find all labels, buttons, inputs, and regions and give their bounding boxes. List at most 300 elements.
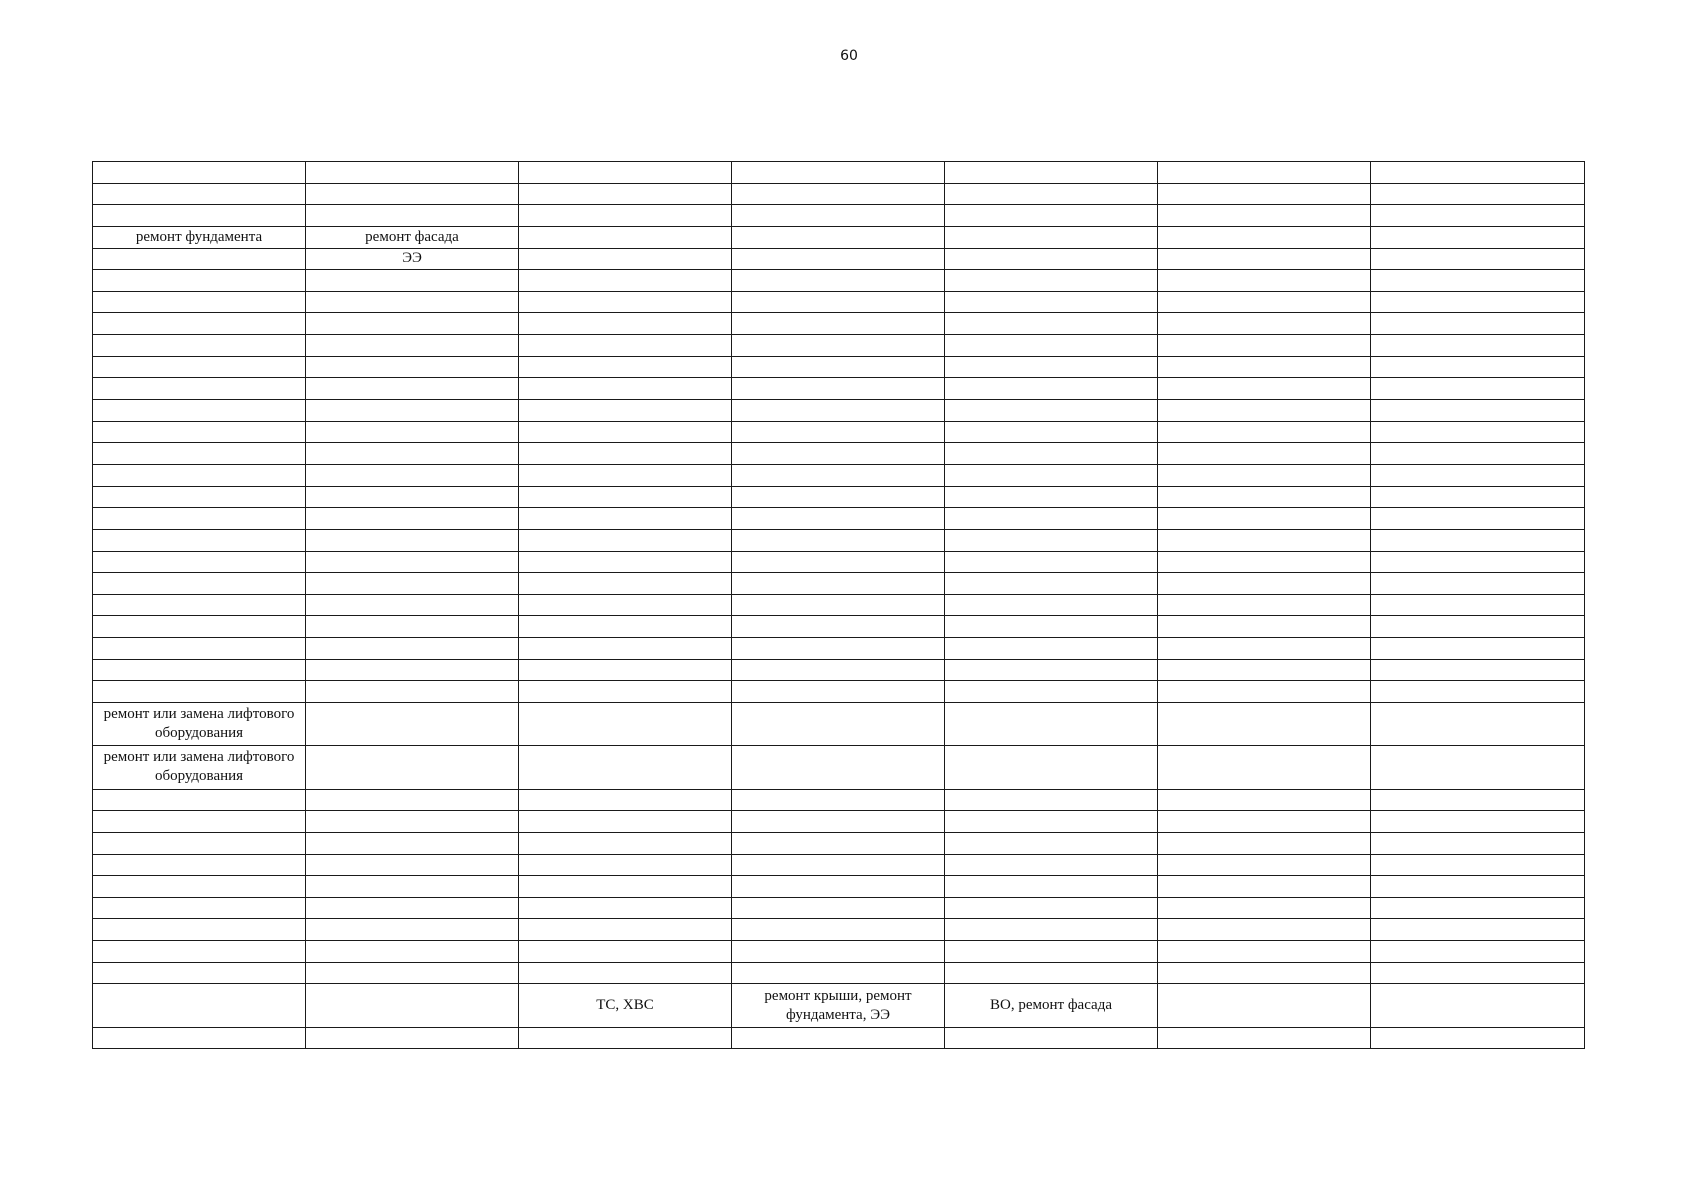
- table-row: [93, 313, 1585, 335]
- table-cell: [732, 313, 945, 335]
- table-cell: [1158, 876, 1371, 898]
- table-cell: [306, 919, 519, 941]
- table-cell: [1371, 681, 1585, 703]
- table-row: [93, 789, 1585, 811]
- table-cell: [1371, 248, 1585, 270]
- table-cell: [519, 464, 732, 486]
- table-cell: [306, 616, 519, 638]
- table-cell: [732, 162, 945, 184]
- table-cell: [93, 400, 306, 422]
- table-cell: [306, 464, 519, 486]
- table-cell: [306, 270, 519, 292]
- table-cell: [93, 551, 306, 573]
- table-cell: [1371, 573, 1585, 595]
- table-cell: [1158, 573, 1371, 595]
- table-cell: [945, 746, 1158, 789]
- table-cell: [1371, 854, 1585, 876]
- table-cell: [306, 984, 519, 1027]
- table-cell: [519, 811, 732, 833]
- table-cell: [1158, 789, 1371, 811]
- table-cell: [945, 703, 1158, 746]
- table-cell: [93, 789, 306, 811]
- table-cell: [93, 616, 306, 638]
- table-cell: [945, 594, 1158, 616]
- table-cell: [732, 486, 945, 508]
- table-row: [93, 291, 1585, 313]
- table-row: [93, 162, 1585, 184]
- table-cell: [945, 356, 1158, 378]
- table-cell: ремонт фундамента: [93, 226, 306, 248]
- table-cell: [1158, 464, 1371, 486]
- table-row: [93, 681, 1585, 703]
- table-body: [93, 162, 1585, 1049]
- table-cell: [93, 962, 306, 984]
- table-row: [93, 832, 1585, 854]
- table-cell: [732, 941, 945, 963]
- table-cell: [1371, 183, 1585, 205]
- table-row: [93, 529, 1585, 551]
- table-cell: [1158, 962, 1371, 984]
- table-cell: [306, 529, 519, 551]
- table-cell: [1371, 616, 1585, 638]
- table-cell: ремонт фасада: [306, 226, 519, 248]
- table-cell: [519, 659, 732, 681]
- table-cell: [732, 335, 945, 357]
- table-row: [93, 248, 1585, 270]
- table-cell: [1158, 854, 1371, 876]
- table-cell: [93, 681, 306, 703]
- table-cell: [1158, 248, 1371, 270]
- table-cell: [519, 226, 732, 248]
- table-cell: [519, 854, 732, 876]
- table-cell: [732, 789, 945, 811]
- table-cell: [1158, 400, 1371, 422]
- table-cell: [519, 832, 732, 854]
- table-cell: [93, 941, 306, 963]
- table-cell: [306, 659, 519, 681]
- table-cell: [1158, 811, 1371, 833]
- table-cell: [1371, 162, 1585, 184]
- table-cell: [945, 659, 1158, 681]
- table-cell: [1371, 551, 1585, 573]
- table-cell: [1158, 551, 1371, 573]
- table-cell: [732, 464, 945, 486]
- table-cell: [93, 205, 306, 227]
- table-cell: [306, 400, 519, 422]
- table-cell: [1371, 1027, 1585, 1049]
- table-cell: [732, 291, 945, 313]
- table-cell: [519, 291, 732, 313]
- table-cell: [732, 400, 945, 422]
- table-cell: [519, 400, 732, 422]
- table-cell: [93, 638, 306, 660]
- table-cell: [1371, 226, 1585, 248]
- table-cell: [945, 313, 1158, 335]
- table-cell: [732, 378, 945, 400]
- table-cell: [1158, 226, 1371, 248]
- table-cell: [93, 876, 306, 898]
- table-cell: [1371, 356, 1585, 378]
- table-cell: [1371, 464, 1585, 486]
- table-cell: [945, 378, 1158, 400]
- table-cell: [945, 529, 1158, 551]
- table-cell: [1371, 897, 1585, 919]
- table-cell: [93, 594, 306, 616]
- table-row: [93, 573, 1585, 595]
- table-cell: [945, 335, 1158, 357]
- table-cell: [732, 226, 945, 248]
- table-cell: [93, 313, 306, 335]
- table-row: [93, 919, 1585, 941]
- table-cell: [1158, 270, 1371, 292]
- table-cell: [945, 248, 1158, 270]
- table-cell: [93, 919, 306, 941]
- table-cell: [306, 941, 519, 963]
- table-cell: [519, 941, 732, 963]
- table-cell: [519, 356, 732, 378]
- table-cell: [93, 291, 306, 313]
- table-row: [93, 811, 1585, 833]
- table-cell: [732, 876, 945, 898]
- table-row: [93, 205, 1585, 227]
- table-cell: [519, 162, 732, 184]
- table-cell: [519, 270, 732, 292]
- table-cell: [945, 919, 1158, 941]
- table-cell: [945, 183, 1158, 205]
- table-cell: [945, 876, 1158, 898]
- table-cell: [93, 854, 306, 876]
- table-row: [93, 616, 1585, 638]
- table-cell: [732, 356, 945, 378]
- table-cell: [945, 897, 1158, 919]
- table-cell: [93, 1027, 306, 1049]
- table-cell: [93, 248, 306, 270]
- table-row: [93, 897, 1585, 919]
- table-cell: [519, 897, 732, 919]
- table-cell: ТС, ХВС: [519, 984, 732, 1027]
- table-cell: [945, 832, 1158, 854]
- table-cell: [1158, 335, 1371, 357]
- table-cell: [945, 205, 1158, 227]
- table-cell: [732, 703, 945, 746]
- table-cell: [732, 1027, 945, 1049]
- table-row: [93, 421, 1585, 443]
- table-row: [93, 486, 1585, 508]
- table-cell: [306, 746, 519, 789]
- table-cell: [306, 551, 519, 573]
- table-cell: [1158, 529, 1371, 551]
- table-cell: [1371, 919, 1585, 941]
- table-row: [93, 508, 1585, 530]
- table-cell: [93, 421, 306, 443]
- table-cell: [945, 443, 1158, 465]
- table-cell: [306, 443, 519, 465]
- table-cell: [945, 811, 1158, 833]
- table-cell: [306, 638, 519, 660]
- table-cell: [945, 941, 1158, 963]
- table-cell: [1371, 486, 1585, 508]
- table-cell: [1158, 291, 1371, 313]
- table-cell: [519, 789, 732, 811]
- table-cell: [1158, 508, 1371, 530]
- table-cell: [306, 421, 519, 443]
- table-cell: [732, 616, 945, 638]
- table-cell: [93, 508, 306, 530]
- table-cell: [732, 811, 945, 833]
- table-cell: [306, 703, 519, 746]
- table-cell: [1158, 746, 1371, 789]
- table-row: [93, 638, 1585, 660]
- table-row: [93, 551, 1585, 573]
- table-cell: [945, 551, 1158, 573]
- table-cell: [93, 897, 306, 919]
- table-cell: [1158, 616, 1371, 638]
- table-cell: [1158, 638, 1371, 660]
- table-cell: [1371, 703, 1585, 746]
- table-cell: [732, 681, 945, 703]
- table-row: [93, 183, 1585, 205]
- table-cell: [519, 746, 732, 789]
- table-cell: [1371, 205, 1585, 227]
- table-row: [93, 703, 1585, 746]
- table-cell: [945, 508, 1158, 530]
- table-cell: [519, 248, 732, 270]
- table-cell: [945, 270, 1158, 292]
- table-cell: [306, 811, 519, 833]
- table-row: [93, 941, 1585, 963]
- table-cell: [1371, 443, 1585, 465]
- table-row: [93, 876, 1585, 898]
- table-cell: [1158, 162, 1371, 184]
- table-cell: [945, 616, 1158, 638]
- table-cell: [306, 789, 519, 811]
- table-cell: [1371, 941, 1585, 963]
- table-cell: [732, 832, 945, 854]
- table-row: [93, 443, 1585, 465]
- table-cell: [519, 876, 732, 898]
- table-cell: [732, 443, 945, 465]
- table-cell: [732, 551, 945, 573]
- table-cell: [732, 529, 945, 551]
- table-cell: [1158, 681, 1371, 703]
- table-cell: [732, 573, 945, 595]
- table-row: [93, 270, 1585, 292]
- table-cell: [945, 1027, 1158, 1049]
- table-row: [93, 335, 1585, 357]
- table-cell: [1371, 638, 1585, 660]
- table-cell: [93, 832, 306, 854]
- table-cell: [1158, 659, 1371, 681]
- table-cell: [519, 183, 732, 205]
- table-cell: [1371, 832, 1585, 854]
- table-cell: [1371, 789, 1585, 811]
- table-cell: [1371, 984, 1585, 1027]
- table-cell: [1371, 291, 1585, 313]
- table-cell: [732, 638, 945, 660]
- table-cell: [93, 443, 306, 465]
- table-cell: [306, 1027, 519, 1049]
- table-cell: [1371, 335, 1585, 357]
- table-cell: [306, 594, 519, 616]
- table-cell: [519, 551, 732, 573]
- table-cell: [306, 832, 519, 854]
- table-cell: [945, 789, 1158, 811]
- table-cell: [519, 335, 732, 357]
- data-table: [92, 161, 1585, 1049]
- table-cell: [945, 291, 1158, 313]
- table-cell: [732, 248, 945, 270]
- table-row: [93, 984, 1585, 1027]
- table-cell: [945, 421, 1158, 443]
- table-cell: [93, 486, 306, 508]
- table-cell: [1158, 984, 1371, 1027]
- table-cell: ремонт или замена лифтового оборудования: [93, 703, 306, 746]
- table-cell: [1371, 270, 1585, 292]
- table-cell: [519, 638, 732, 660]
- table-cell: ремонт крыши, ремонт фундамента, ЭЭ: [732, 984, 945, 1027]
- table-cell: [1158, 313, 1371, 335]
- table-cell: [519, 962, 732, 984]
- table-cell: [732, 659, 945, 681]
- table-cell: [1371, 313, 1585, 335]
- table-cell: [1158, 356, 1371, 378]
- table-cell: [1371, 594, 1585, 616]
- table-cell: [519, 421, 732, 443]
- table-cell: [1158, 897, 1371, 919]
- table-cell: [945, 962, 1158, 984]
- table-row: [93, 1027, 1585, 1049]
- table-cell: [93, 529, 306, 551]
- table-cell: [519, 205, 732, 227]
- table-cell: [1158, 378, 1371, 400]
- table-cell: [519, 313, 732, 335]
- table-cell: [93, 270, 306, 292]
- table-cell: [732, 594, 945, 616]
- table-cell: [519, 681, 732, 703]
- table-row: [93, 356, 1585, 378]
- table-cell: [732, 962, 945, 984]
- table-cell: [1158, 205, 1371, 227]
- table-cell: [306, 681, 519, 703]
- table-cell: [519, 1027, 732, 1049]
- table-cell: [519, 529, 732, 551]
- table-cell: [1158, 941, 1371, 963]
- table-cell: [1371, 421, 1585, 443]
- table-cell: [1158, 443, 1371, 465]
- table-cell: [306, 291, 519, 313]
- table-cell: [1158, 832, 1371, 854]
- table-cell: [519, 594, 732, 616]
- table-cell: [306, 876, 519, 898]
- table-cell: [519, 508, 732, 530]
- table-cell: [519, 573, 732, 595]
- table-cell: [1158, 421, 1371, 443]
- page-number: 60: [840, 48, 858, 64]
- table-cell: [519, 378, 732, 400]
- table-cell: [732, 746, 945, 789]
- table-cell: [519, 443, 732, 465]
- table-cell: [1158, 919, 1371, 941]
- table-row: [93, 594, 1585, 616]
- table-cell: [306, 897, 519, 919]
- table-cell: [732, 854, 945, 876]
- table-cell: [1371, 400, 1585, 422]
- table-cell: [93, 984, 306, 1027]
- table-cell: [519, 486, 732, 508]
- table-cell: [306, 313, 519, 335]
- table-cell: [93, 162, 306, 184]
- table-cell: [1158, 183, 1371, 205]
- table-cell: [1371, 811, 1585, 833]
- table-cell: [945, 486, 1158, 508]
- table-cell: [1371, 529, 1585, 551]
- table-cell: [93, 335, 306, 357]
- table-cell: [1371, 876, 1585, 898]
- table-cell: [93, 356, 306, 378]
- table-row: [93, 226, 1585, 248]
- table-cell: [306, 486, 519, 508]
- table-row: [93, 400, 1585, 422]
- table-cell: [1371, 659, 1585, 681]
- table-row: [93, 962, 1585, 984]
- table-cell: [732, 919, 945, 941]
- table-cell: [1158, 486, 1371, 508]
- table-row: [93, 378, 1585, 400]
- table-cell: [306, 162, 519, 184]
- table-cell: [945, 681, 1158, 703]
- table-cell: [93, 183, 306, 205]
- table-cell: [1371, 962, 1585, 984]
- table-cell: [93, 464, 306, 486]
- table-row: [93, 659, 1585, 681]
- table-cell: ремонт или замена лифтового оборудования: [93, 746, 306, 789]
- table-cell: [1371, 508, 1585, 530]
- table-row: [93, 746, 1585, 789]
- table-cell: [93, 378, 306, 400]
- table-cell: [945, 400, 1158, 422]
- table-cell: [1158, 1027, 1371, 1049]
- table-cell: ВО, ремонт фасада: [945, 984, 1158, 1027]
- table-cell: [1371, 378, 1585, 400]
- table-cell: [945, 226, 1158, 248]
- table-cell: [945, 464, 1158, 486]
- table-cell: [93, 811, 306, 833]
- table-cell: [306, 573, 519, 595]
- table-cell: [732, 205, 945, 227]
- table-row: [93, 464, 1585, 486]
- table-cell: [93, 659, 306, 681]
- table-cell: [306, 335, 519, 357]
- table-cell: [306, 205, 519, 227]
- table-cell: [306, 183, 519, 205]
- table-cell: [732, 897, 945, 919]
- table-cell: [306, 356, 519, 378]
- table-cell: [945, 854, 1158, 876]
- table-cell: [519, 703, 732, 746]
- table-cell: [732, 270, 945, 292]
- table-cell: [945, 573, 1158, 595]
- table-cell: [519, 919, 732, 941]
- table-row: [93, 854, 1585, 876]
- table-cell: [945, 638, 1158, 660]
- table-cell: [945, 162, 1158, 184]
- table-cell: [732, 183, 945, 205]
- table-cell: [1158, 594, 1371, 616]
- table-cell: [732, 508, 945, 530]
- table-cell: [519, 616, 732, 638]
- table-cell: [732, 421, 945, 443]
- table-cell: [1371, 746, 1585, 789]
